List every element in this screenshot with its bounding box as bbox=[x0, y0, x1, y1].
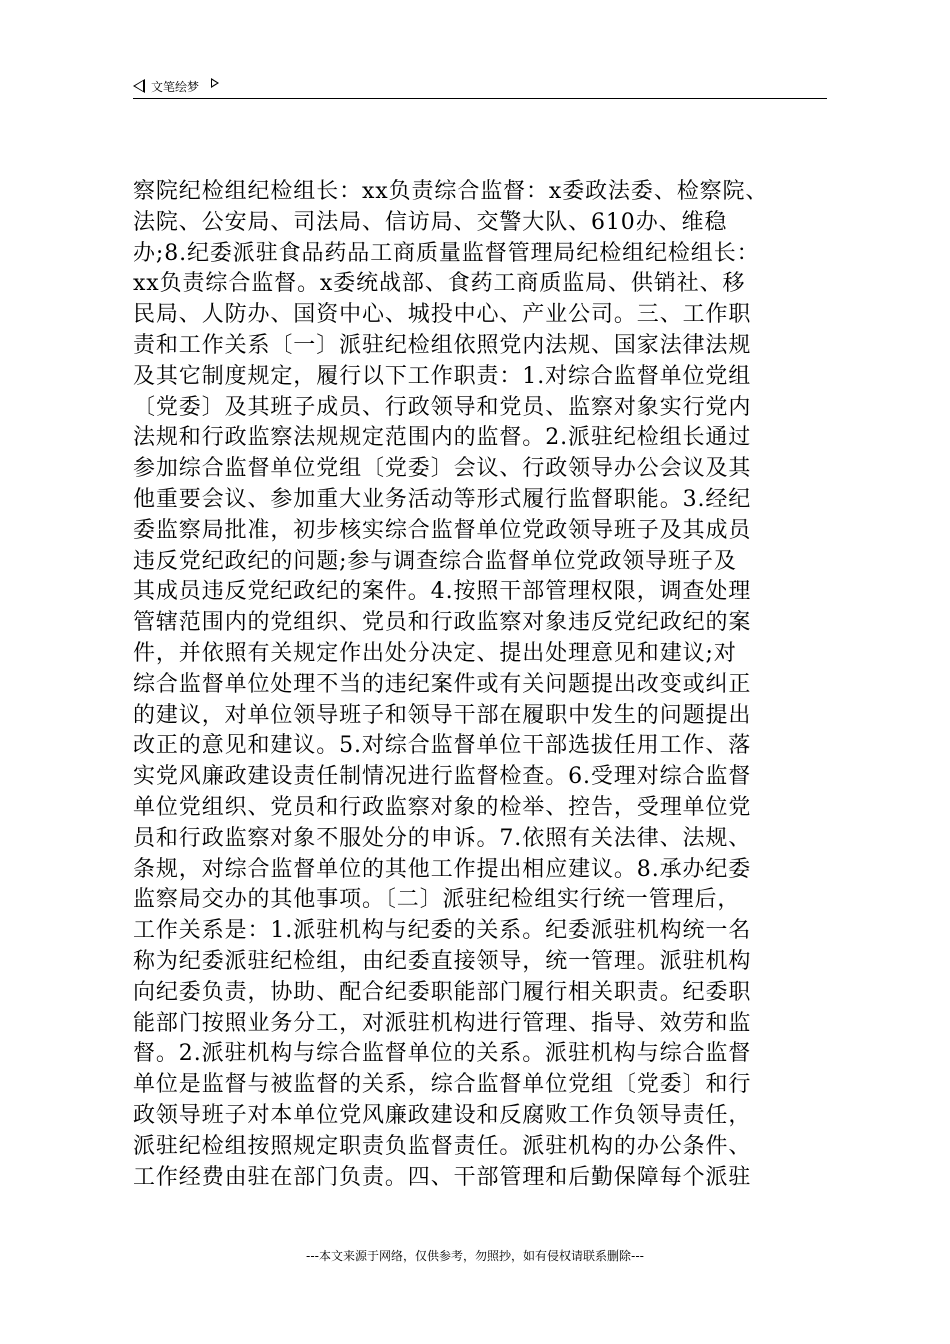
body-line: 监察局交办的其他事项。〔二〕派驻纪检组实行统一管理后， bbox=[133, 887, 741, 913]
body-line: xx负责综合监督。x委统战部、食药工商质监局、供销社、移 bbox=[133, 271, 746, 297]
body-line: 工作经费由驻在部门负责。四、干部管理和后勤保障每个派驻 bbox=[133, 1164, 752, 1190]
body-line: 参加综合监督单位党组〔党委〕会议、行政领导办公会议及其 bbox=[133, 456, 752, 482]
body-line: 管辖范围内的党组织、党员和行政监察对象违反党纪政纪的案 bbox=[133, 610, 752, 636]
header-brand bbox=[133, 76, 219, 96]
page-header bbox=[133, 76, 827, 99]
body-line: 称为纪委派驻纪检组，由纪委直接领导，统一管理。派驻机构 bbox=[133, 948, 752, 974]
body-line: 法院、公安局、司法局、信访局、交警大队、610办、维稳 bbox=[133, 209, 728, 235]
body-line: 向纪委负责，协助、配合纪委职能部门履行相关职责。纪委职 bbox=[133, 979, 752, 1005]
body-line: 责和工作关系〔一〕派驻纪检组依照党内法规、国家法律法规 bbox=[133, 332, 752, 358]
body-line: 违反党纪政纪的问题;参与调查综合监督单位党政领导班子及 bbox=[133, 548, 737, 574]
body-line: 的建议，对单位领导班子和领导干部在履职中发生的问题提出 bbox=[133, 702, 752, 728]
body-line: 〔党委〕及其班子成员、行政领导和党员、监察对象实行党内 bbox=[133, 394, 752, 420]
body-line: 实党风廉政建设责任制情况进行监督检查。6.受理对综合监督 bbox=[133, 764, 752, 790]
body-line: 察院纪检组纪检组长：xx负责综合监督：x委政法委、检察院、 bbox=[133, 179, 769, 204]
document-body bbox=[133, 177, 827, 1193]
body-line: 及其它制度规定，履行以下工作职责：1.对综合监督单位党组 bbox=[133, 363, 752, 389]
body-line: 工作关系是：1.派驻机构与纪委的关系。纪委派驻机构统一名 bbox=[133, 918, 752, 944]
body-line: 督。2.派驻机构与综合监督单位的关系。派驻机构与综合监督 bbox=[133, 1041, 752, 1067]
body-line: 能部门按照业务分工，对派驻机构进行管理、指导、效劳和监 bbox=[133, 1010, 752, 1036]
body-line: 派驻纪检组按照规定职责负监督责任。派驻机构的办公条件、 bbox=[133, 1133, 752, 1159]
body-line: 他重要会议、参加重大业务活动等形式履行监督职能。3.经纪 bbox=[133, 486, 752, 512]
body-line: 民局、人防办、国资中心、城投中心、产业公司。三、工作职 bbox=[133, 302, 752, 328]
header-title: 文笔绘梦 bbox=[151, 79, 200, 94]
body-line: 办;8.纪委派驻食品药品工商质量监督管理局纪检组纪检组长： bbox=[133, 240, 760, 266]
triangle-left-icon bbox=[133, 79, 145, 93]
body-line: 件，并依照有关规定作出处分决定、提出处理意见和建议;对 bbox=[133, 640, 737, 666]
body-line: 委监察局批准，初步核实综合监督单位党政领导班子及其成员 bbox=[133, 517, 752, 543]
body-line: 政领导班子对本单位党风廉政建设和反腐败工作负领导责任， bbox=[133, 1102, 752, 1128]
body-line: 综合监督单位处理不当的违纪案件或有关问题提出改变或纠正 bbox=[133, 671, 752, 697]
body-line: 其成员违反党纪政纪的案件。4.按照干部管理权限，调查处理 bbox=[133, 579, 752, 605]
footer-disclaimer: ---本文来源于网络，仅供参考，勿照抄，如有侵权请联系删除--- bbox=[306, 1249, 644, 1263]
body-line: 改正的意见和建议。5.对综合监督单位干部选拔任用工作、落 bbox=[133, 733, 752, 759]
body-line: 条规，对综合监督单位的其他工作提出相应建议。8.承办纪委 bbox=[133, 856, 752, 882]
body-line: 单位是监督与被监督的关系，综合监督单位党组〔党委〕和行 bbox=[133, 1072, 752, 1098]
body-line: 员和行政监察对象不服处分的申诉。7.依照有关法律、法规、 bbox=[133, 825, 752, 851]
triangle-right-icon bbox=[211, 78, 219, 88]
body-line: 单位党组织、党员和行政监察对象的检举、控告，受理单位党 bbox=[133, 794, 752, 820]
body-line: 法规和行政监察法规规定范围内的监督。2.派驻纪检组长通过 bbox=[133, 425, 752, 451]
